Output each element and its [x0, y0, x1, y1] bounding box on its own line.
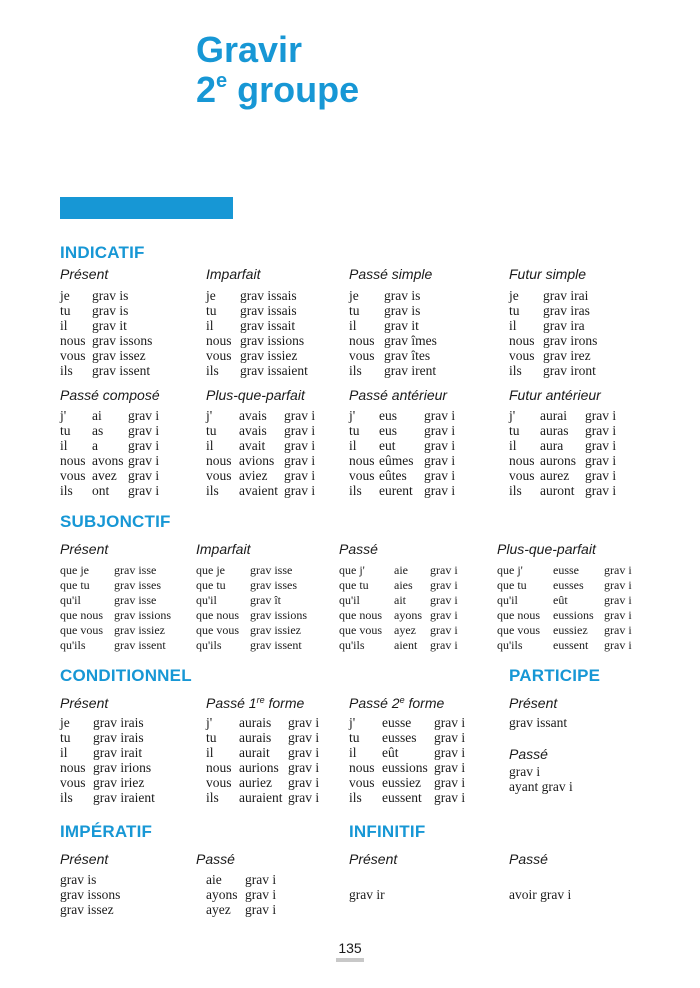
conjugation-form: avoir grav i [509, 887, 572, 902]
conjugation-pronoun: nous [60, 760, 86, 775]
conjugation-pronoun: que je [60, 563, 89, 577]
conjugation-pronoun: que tu [60, 578, 90, 592]
conjugation-form: grav i [430, 608, 458, 622]
conjugation-pronoun: qu'il [497, 593, 518, 607]
conjugation-auxiliary: eusse [382, 715, 412, 730]
conjugation-auxiliary: avions [239, 453, 275, 468]
page-number-underline [336, 958, 364, 962]
conjugation-form: grav i [288, 730, 320, 745]
conjugation-auxiliary: eussions [553, 608, 594, 622]
conjugation-form: grav i [284, 468, 316, 483]
conjugation-pronoun: il [349, 745, 357, 760]
conjugation-form: grav i [284, 438, 316, 453]
conjugation-auxiliary: eusses [382, 730, 417, 745]
conjugation-form: grav issiez [240, 348, 298, 363]
page-number: 135 [338, 940, 362, 956]
title-group-word: groupe [227, 69, 360, 110]
conjugation-form: grav is [92, 303, 129, 318]
conjugation-pronoun: qu'ils [339, 638, 365, 652]
indicatif-futur-simple-heading: Futur simple [509, 266, 587, 282]
conjugation-form: grav issions [250, 608, 307, 622]
conjugation-form: grav irais [93, 715, 144, 730]
conjugation-pronoun: ils [60, 363, 73, 378]
conjugation-auxiliary: ayez [394, 623, 416, 637]
conjugation-pronoun: il [60, 318, 68, 333]
conjugation-auxiliary: eus [379, 423, 397, 438]
conjugation-auxiliary: aurais [239, 715, 272, 730]
conjugation-form: grav i [128, 483, 160, 498]
conjugation-pronoun: j' [60, 408, 67, 423]
conjugation-pronoun: que vous [60, 623, 103, 637]
conjugation-pronoun: vous [60, 775, 86, 790]
conjugation-form: grav irez [543, 348, 591, 363]
conjugation-pronoun: vous [349, 348, 375, 363]
conjugation-auxiliary: eûtes [379, 468, 407, 483]
conjugation-form: grav issait [240, 318, 296, 333]
conjugation-form: grav i [430, 593, 458, 607]
conjugation-form: grav i [434, 775, 466, 790]
conjugation-pronoun: ils [206, 483, 219, 498]
conjugation-pronoun: tu [206, 303, 217, 318]
conjugation-auxiliary: eus [379, 408, 397, 423]
indicatif-plus-que-parfait-heading: Plus-que-parfait [206, 387, 305, 403]
conjugation-pronoun: que vous [196, 623, 239, 637]
conjugation-pronoun: nous [509, 333, 535, 348]
conjugation-form: grav i [434, 715, 466, 730]
conjugation-pronoun: que tu [196, 578, 226, 592]
conjugation-form: grav issons [92, 333, 153, 348]
conjugation-pronoun: que j' [339, 563, 365, 577]
conjugation-form: grav issions [114, 608, 171, 622]
conjugation-form: grav issiez [114, 623, 165, 637]
conjugation-form: grav irent [384, 363, 437, 378]
conjugation-form: grav i [245, 872, 277, 887]
conjugation-form: grav i [585, 453, 617, 468]
conjugation-form: grav i [585, 423, 617, 438]
conjugation-pronoun: il [509, 438, 517, 453]
conjugation-form: grav i [288, 790, 320, 805]
indicatif-futur-anterieur-heading: Futur antérieur [509, 387, 601, 403]
conjugation-form: grav i [424, 408, 456, 423]
conjugation-pronoun: je [206, 288, 216, 303]
conjugation-auxiliary: eussent [553, 638, 589, 652]
conjugation-form: grav îtes [384, 348, 431, 363]
indicatif-passe-anterieur-heading: Passé antérieur [349, 387, 448, 403]
conjugation-pronoun: vous [349, 775, 375, 790]
indicatif-present-heading: Présent [60, 266, 109, 282]
conjugation-pronoun: tu [349, 303, 360, 318]
conjugation-auxiliary: as [92, 423, 104, 438]
conjugation-form: grav i [128, 423, 160, 438]
conjugation-form: grav isse [114, 593, 157, 607]
conjugation-auxiliary: aviez [239, 468, 268, 483]
conjugation-auxiliary: avais [239, 423, 267, 438]
conjugation-form: grav iront [543, 363, 596, 378]
conjugation-pronoun: qu'ils [196, 638, 222, 652]
conjugation-form: grav i [604, 593, 632, 607]
conjugation-form: grav i [288, 760, 320, 775]
conjugation-pronoun: ils [60, 483, 73, 498]
section-indicatif: INDICATIF [60, 243, 145, 262]
conjugation-pronoun: tu [509, 303, 520, 318]
indicatif-imparfait-heading: Imparfait [206, 266, 261, 282]
conjugation-form: grav isses [250, 578, 297, 592]
conjugation-auxiliary: ait [394, 593, 406, 607]
conjugation-pronoun: que vous [497, 623, 540, 637]
conjugation-form: grav is [60, 872, 97, 887]
conjugation-form: grav i [128, 453, 160, 468]
conjugation-pronoun: tu [60, 730, 71, 745]
conjugation-form: grav issions [240, 333, 305, 348]
conjugation-auxiliary: eusse [553, 563, 579, 577]
conjugation-form: grav is [92, 288, 129, 303]
conjugation-pronoun: vous [509, 468, 535, 483]
conjugation-form: grav irions [93, 760, 152, 775]
conjugation-pronoun: j' [509, 408, 516, 423]
conjugation-pronoun: que nous [339, 608, 382, 622]
title-group-number: 2 [196, 69, 217, 110]
conjugation-pronoun: il [206, 318, 214, 333]
conjugation-pronoun: qu'il [60, 593, 81, 607]
conjugation-pronoun: je [349, 288, 359, 303]
conjugation-pronoun: ils [349, 790, 362, 805]
conjugation-auxiliary: eusses [553, 578, 584, 592]
conjugation-pronoun: qu'il [339, 593, 360, 607]
participe-present-heading: Présent [509, 695, 558, 711]
conjugation-pronoun: ils [206, 790, 219, 805]
conjugation-auxiliary: auront [540, 483, 575, 498]
conjugation-form: grav iriez [93, 775, 145, 790]
conjugation-form: grav is [384, 288, 421, 303]
conjugation-form: grav issent [250, 638, 302, 652]
conjugation-pronoun: tu [60, 423, 71, 438]
conjugation-pronoun: vous [206, 348, 232, 363]
conjugation-pronoun: vous [206, 468, 232, 483]
section-infinitif: INFINITIF [349, 822, 426, 841]
conjugation-form: grav issaient [240, 363, 308, 378]
conjugation-auxiliary: eussent [382, 790, 422, 805]
conjugation-form: grav issiez [250, 623, 301, 637]
conjugation-auxiliary: eussions [382, 760, 428, 775]
conjugation-pronoun: ils [60, 790, 73, 805]
conjugation-pronoun: que tu [339, 578, 369, 592]
conjugation-pronoun: j' [349, 715, 356, 730]
conjugation-form: grav irai [543, 288, 589, 303]
conjugation-pronoun: vous [206, 775, 232, 790]
subjonctif-passe-heading: Passé [339, 541, 378, 557]
indicatif-passe-simple-heading: Passé simple [349, 266, 433, 282]
conjugation-auxiliary: a [92, 438, 98, 453]
conjugation-form: grav i [284, 423, 316, 438]
conjugation-auxiliary: auraient [239, 790, 283, 805]
conjugation-pronoun: que vous [339, 623, 382, 637]
conjugation-form: grav i [284, 453, 316, 468]
conjugation-form: grav irons [543, 333, 598, 348]
indicatif-passe-compose-heading: Passé composé [60, 387, 160, 403]
conjugation-pronoun: il [60, 745, 68, 760]
conjugation-form: grav issent [114, 638, 166, 652]
conjugation-auxiliary: eussiez [553, 623, 588, 637]
conjugation-auxiliary: aurait [239, 745, 270, 760]
conjugation-form: grav i [284, 483, 316, 498]
conjugation-pronoun: nous [206, 453, 232, 468]
conjugation-pronoun: vous [349, 468, 375, 483]
conjugation-form: grav i [585, 438, 617, 453]
conjugation-form: grav i [284, 408, 316, 423]
conjugation-form: grav i [430, 578, 458, 592]
conjugation-pronoun: il [349, 438, 357, 453]
section-subjonctif: SUBJONCTIF [60, 512, 171, 531]
conjugation-auxiliary: avaient [239, 483, 278, 498]
conjugation-form: grav i [585, 408, 617, 423]
conjugation-form: grav i [604, 578, 632, 592]
conjugation-pronoun: il [206, 438, 214, 453]
conjugation-form: grav isses [114, 578, 161, 592]
conjugation-pronoun: ayons [206, 887, 238, 902]
conjugation-form: grav issent [92, 363, 151, 378]
imperatif-present-heading: Présent [60, 851, 109, 867]
conjugation-form: grav iraient [93, 790, 155, 805]
conjugation-pronoun: qu'il [196, 593, 217, 607]
conjugation-auxiliary: aura [540, 438, 564, 453]
conjugation-pronoun: qu'ils [497, 638, 523, 652]
conjugation-form: grav issais [240, 303, 297, 318]
conjugation-form: grav i [288, 775, 320, 790]
conjugation-pronoun: je [60, 288, 70, 303]
conjugation-form: grav i [604, 623, 632, 637]
conditionnel-passe-1-heading: Passé 1re forme [206, 695, 305, 711]
conjugation-form: grav i [604, 638, 632, 652]
conjugation-pronoun: nous [349, 453, 375, 468]
conjugation-pronoun: il [60, 438, 68, 453]
conjugation-pronoun: ils [206, 363, 219, 378]
conjugation-auxiliary: ai [92, 408, 102, 423]
conjugation-pronoun: que nous [60, 608, 103, 622]
conjugation-form: grav it [384, 318, 419, 333]
conjugation-auxiliary: avons [92, 453, 124, 468]
conjugation-form: grav ir [349, 887, 385, 902]
title-verb: Gravir [196, 29, 303, 70]
conjugation-auxiliary: eurent [379, 483, 413, 498]
conjugation-auxiliary: auras [540, 423, 569, 438]
conjugation-form: grav it [92, 318, 127, 333]
conjugation-form: grav i [434, 730, 466, 745]
conjugation-pronoun: nous [206, 760, 232, 775]
conjugation-pronoun: que je [196, 563, 225, 577]
section-conditionnel: CONDITIONNEL [60, 666, 192, 685]
conjugation-form: grav i [424, 453, 456, 468]
conjugation-pronoun: tu [206, 730, 217, 745]
conjugation-form: grav iras [543, 303, 590, 318]
conjugation-auxiliary: ont [92, 483, 110, 498]
conjugation-pronoun: nous [206, 333, 232, 348]
conjugation-form: grav i [424, 423, 456, 438]
conjugation-pronoun: tu [60, 303, 71, 318]
conjugation-pronoun: qu'ils [60, 638, 86, 652]
conjugation-pronoun: il [206, 745, 214, 760]
conjugation-form: grav i [585, 468, 617, 483]
conjugation-auxiliary: aurai [540, 408, 567, 423]
conjugation-form: ayant grav i [509, 779, 573, 794]
conjugation-pronoun: ayez [206, 902, 231, 917]
subjonctif-imparfait-heading: Imparfait [196, 541, 251, 557]
conjugation-auxiliary: eut [379, 438, 396, 453]
conjugation-form: grav irais [93, 730, 144, 745]
conjugation-form: grav i [128, 408, 160, 423]
conjugation-form: grav issez [92, 348, 146, 363]
subjonctif-plus-que-parfait-heading: Plus-que-parfait [497, 541, 596, 557]
conjugation-form: grav i [424, 468, 456, 483]
conjugation-auxiliary: eût [382, 745, 399, 760]
conjugation-form: grav îmes [384, 333, 437, 348]
conjugation-pronoun: tu [349, 423, 360, 438]
conjugation-form: grav i [585, 483, 617, 498]
participe-passe-heading: Passé [509, 746, 548, 762]
conjugation-pronoun: nous [509, 453, 535, 468]
imperatif-passe-heading: Passé [196, 851, 235, 867]
conjugation-form: grav i [604, 563, 632, 577]
conjugation-auxiliary: aurez [540, 468, 570, 483]
conjugation-form: grav i [430, 563, 458, 577]
conjugation-auxiliary: aurions [239, 760, 279, 775]
conjugation-pronoun: je [60, 715, 70, 730]
conjugation-pronoun: ils [509, 483, 522, 498]
conjugation-form: grav i [245, 902, 277, 917]
section-participe: PARTICIPE [509, 666, 601, 685]
subjonctif-present-heading: Présent [60, 541, 109, 557]
conjugation-form: grav i [245, 887, 277, 902]
conjugation-pronoun: nous [60, 453, 86, 468]
conjugation-pronoun: que tu [497, 578, 527, 592]
conjugation-form: grav issons [60, 887, 121, 902]
conjugation-form: grav i [288, 715, 320, 730]
conditionnel-present-heading: Présent [60, 695, 109, 711]
conjugation-pronoun: il [509, 318, 517, 333]
conjugation-pronoun: vous [509, 348, 535, 363]
conjugation-pronoun: j' [206, 715, 213, 730]
conjugation-auxiliary: aient [394, 638, 418, 652]
conjugation-form: grav isse [250, 563, 293, 577]
conjugation-form: grav issez [60, 902, 114, 917]
conditionnel-passe-2-heading: Passé 2e forme [349, 695, 445, 711]
conjugation-pronoun: aie [206, 872, 222, 887]
conjugation-form: grav i [434, 745, 466, 760]
conjugation-form: grav ira [543, 318, 585, 333]
conjugation-form: grav irait [93, 745, 143, 760]
title-group-suffix: e [216, 70, 228, 92]
conjugation-pronoun: j' [206, 408, 213, 423]
conjugation-pronoun: tu [349, 730, 360, 745]
conjugation-form: grav i [424, 438, 456, 453]
conjugation-auxiliary: avez [92, 468, 117, 483]
conjugation-auxiliary: aurais [239, 730, 272, 745]
conjugation-form: grav i [424, 483, 456, 498]
infinitif-present-heading: Présent [349, 851, 398, 867]
conjugation-auxiliary: auriez [239, 775, 272, 790]
conjugation-auxiliary: eût [553, 593, 568, 607]
conjugation-pronoun: j' [349, 408, 356, 423]
infinitif-passe-heading: Passé [509, 851, 548, 867]
conjugation-pronoun: nous [349, 333, 375, 348]
conjugation-auxiliary: eûmes [379, 453, 414, 468]
conjugation-form: grav isse [114, 563, 157, 577]
conjugation-pronoun: nous [349, 760, 375, 775]
conjugation-form: grav ît [250, 593, 281, 607]
conjugation-pronoun: vous [60, 468, 86, 483]
conjugation-auxiliary: eussiez [382, 775, 421, 790]
section-imperatif: IMPÉRATIF [60, 822, 153, 841]
conjugation-auxiliary: ayons [394, 608, 422, 622]
conjugation-pronoun: tu [509, 423, 520, 438]
conjugation-pronoun: ils [349, 483, 362, 498]
accent-bar [60, 197, 233, 219]
conjugation-pronoun: que nous [497, 608, 540, 622]
conjugation-form: grav i [288, 745, 320, 760]
conjugation-pronoun: ils [509, 363, 522, 378]
conjugation-form: grav i [604, 608, 632, 622]
page-title [196, 30, 359, 110]
conjugation-form: grav i [430, 623, 458, 637]
conjugation-auxiliary: aurons [540, 453, 576, 468]
conjugation-form: grav i [434, 760, 466, 775]
conjugation-pronoun: ils [349, 363, 362, 378]
conjugation-form: grav i [434, 790, 466, 805]
conjugation-form: grav i [430, 638, 458, 652]
title-group [196, 70, 359, 110]
conjugation-form: grav i [128, 438, 160, 453]
conjugation-form: grav is [384, 303, 421, 318]
conjugation-pronoun: il [349, 318, 357, 333]
conjugation-form: grav i [509, 764, 541, 779]
conjugation-form: grav issant [509, 715, 568, 730]
conjugation-auxiliary: aie [394, 563, 408, 577]
conjugation-pronoun: vous [60, 348, 86, 363]
conjugation-auxiliary: avait [239, 438, 266, 453]
conjugation-pronoun: je [509, 288, 519, 303]
conjugation-pronoun: tu [206, 423, 217, 438]
conjugation-auxiliary: aies [394, 578, 413, 592]
conjugation-pronoun: que nous [196, 608, 239, 622]
conjugation-pronoun: que j' [497, 563, 523, 577]
conjugation-form: grav i [128, 468, 160, 483]
conjugation-pronoun: nous [60, 333, 86, 348]
conjugation-form: grav issais [240, 288, 297, 303]
conjugation-auxiliary: avais [239, 408, 267, 423]
